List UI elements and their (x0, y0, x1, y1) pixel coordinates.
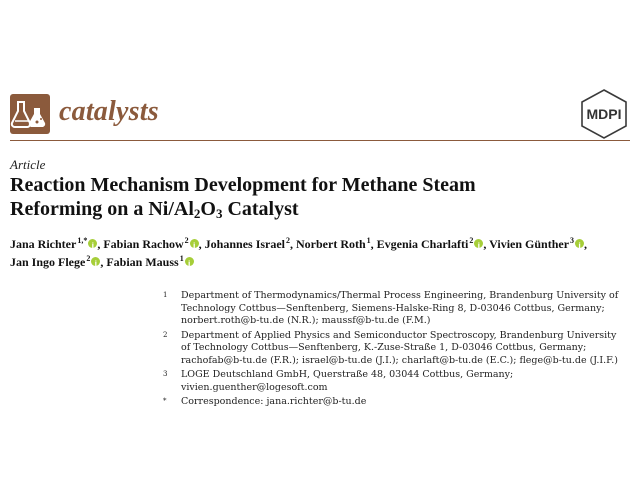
affiliation-marker: * (163, 397, 167, 405)
journal-header (10, 88, 630, 142)
author[interactable]: Johannes Israel$^2$ (204, 236, 291, 251)
orcid-icon[interactable] (474, 239, 483, 248)
affiliation-marker: 1 (163, 291, 168, 299)
title-subscript-3: 3 (215, 206, 223, 221)
title-line-2-prefix: Reforming on a Ni/Al (10, 198, 194, 220)
title-line-1: Reaction Mechanism Development for Methane Steam (10, 174, 476, 196)
affiliation-text: LOGE Deutschland GmbH, Querstraße 48, 03044 Cottbus, Germany; vivien.guenther@logesoft.com (181, 369, 514, 393)
title-oxygen: O (200, 198, 216, 220)
author[interactable]: Jan Ingo Flege$^2$i (10, 255, 100, 269)
publisher-name: MDPI (586, 106, 622, 122)
affiliation-marker: 3 (163, 370, 168, 378)
journal-name: catalysts (59, 96, 159, 127)
author[interactable]: Fabian Mauss$^1$i (106, 255, 193, 269)
author[interactable]: Evgenia Charlafti$^2$i (377, 237, 484, 251)
mdpi-logo-icon (578, 88, 630, 140)
affiliation-item (163, 330, 628, 368)
author[interactable]: Jana Richter$^{1,*}$i (10, 237, 97, 251)
author-list: Jana Richter$^{1,*}$i , Fabian Rachow$^2$i , Johannes Israel$^2$, Norbert Roth$^1$, Evgenia Charlafti$^2$i , Vivien Günther$^3$i , Jan Ingo Flege$^2$i , Fabian Mauss$^1$i (10, 235, 630, 271)
article-type: Article (10, 157, 46, 172)
affiliation-text: Department of Thermodynamics/Thermal Process Engineering, Brandenburg University of Technology Cottbus—Senftenberg, Siemens-Halske-Ring 8, D-03046 Cottbus, Germany; norbert.roth@b-tu.de (N.R.); maussf@b-tu.de (F.M.) (181, 290, 619, 326)
article-title (10, 173, 610, 221)
orcid-icon[interactable] (88, 239, 97, 248)
author[interactable]: Fabian Rachow$^2$i (103, 237, 198, 251)
orcid-icon[interactable] (185, 257, 194, 266)
affiliation-item (163, 290, 628, 328)
affiliation-item (163, 396, 628, 409)
flask-logo-icon (10, 94, 50, 134)
affiliation-list (163, 290, 628, 411)
affiliation-text: Department of Applied Physics and Semiconductor Spectroscopy, Brandenburg University of Technology Cottbus—Senftenberg, K.-Zuse-Straße 1, D-03046 Cottbus, Germany; rachofab@b-tu.de (F.R.); israel@b-tu.de (J.I.); charlaft@b-tu.de (E.C.); flege@b-tu.de (J.I.F.) (181, 329, 619, 366)
affiliation-marker: 2 (163, 330, 168, 339)
affiliation-item (163, 369, 628, 394)
orcid-icon[interactable] (190, 239, 199, 248)
author[interactable]: Vivien Günther$^3$i (489, 237, 584, 251)
title-suffix: Catalyst (222, 198, 299, 220)
title-subscript-2: 2 (193, 206, 201, 221)
affiliation-text: Correspondence: jana.richter@b-tu.de (181, 396, 367, 407)
header-divider (10, 140, 630, 141)
author[interactable]: Norbert Roth$^1$ (296, 236, 371, 251)
orcid-icon[interactable] (575, 239, 584, 248)
orcid-icon[interactable] (91, 257, 100, 266)
